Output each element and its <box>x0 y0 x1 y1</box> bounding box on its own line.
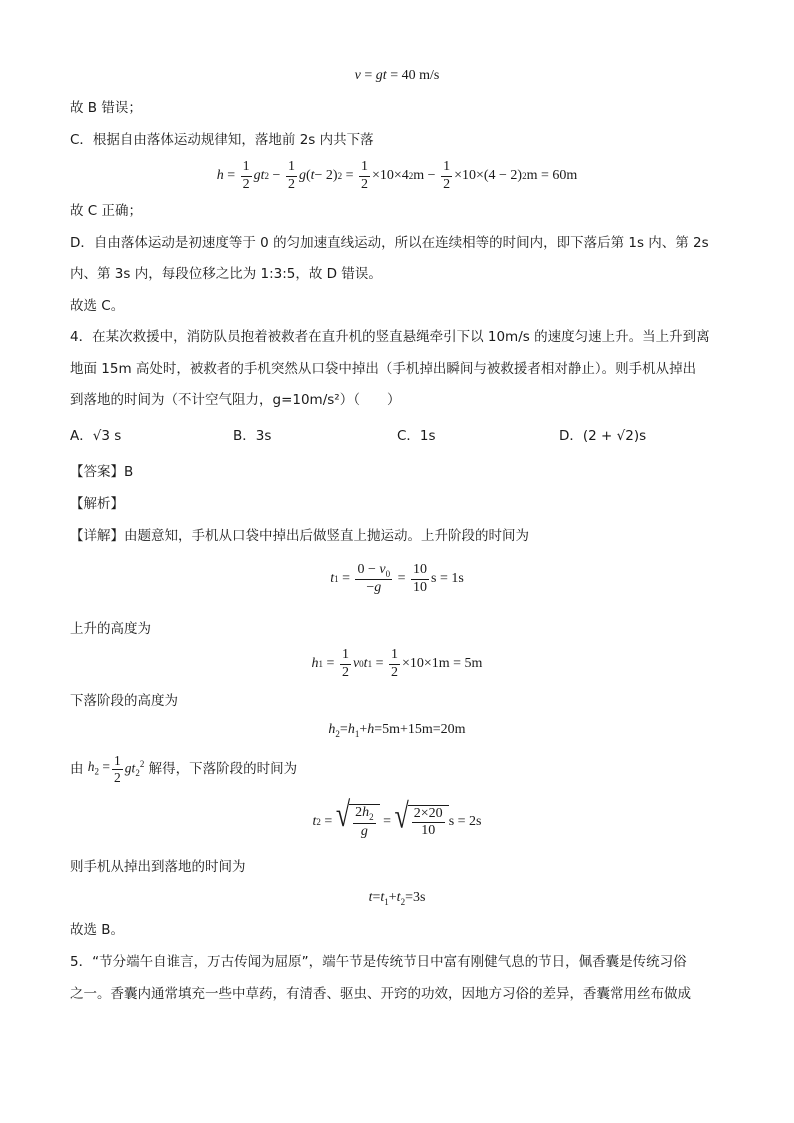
text-d-line1: D．自由落体运动是初速度等于 0 的匀加速直线运动，所以在连续相等的时间内，即下落后第 1s 内、第 2s <box>70 235 709 251</box>
question4-options <box>70 426 734 448</box>
text-solve-t2: 由 $h_2$ = $\frac{1}{2}$ $gt_2^2$ 解得，下落阶段的时间为 <box>70 752 298 785</box>
analysis-label: 【解析】 <box>70 496 124 512</box>
question5-line2: 之一。香囊内通常填充一些中草药，有清香、驱虫、开窍的功效，因地方习俗的差异，香囊常用丝布做成 <box>70 986 691 1002</box>
question4-line2: 地面 15m 高处时，被救者的手机突然从口袋中掉出（手机掉出瞬间与被救援者相对静止）。则手机从掉出 <box>70 361 697 377</box>
option-a: A．√3 s <box>70 428 122 444</box>
formula-t: $t=t_1+t_2=3s$ <box>368 890 426 907</box>
question5-line1: 5．“节分端午自谁言，万古传闻为屈原”，端午节是传统节日中富有刚健气息的节日，佩香囊是传统习俗 <box>70 954 687 970</box>
answer-label: 【答案】B <box>70 464 134 480</box>
detail-text: 【详解】由题意知，手机从口袋中掉出后做竖直上抛运动。上升阶段的时间为 <box>70 528 529 544</box>
formula-t2: t 2 = √ $\frac{2h_2}{g}$ = √ $\frac{2\times 20}{10}$ s = 2s <box>312 795 482 839</box>
text-c-right: 故 C 正确； <box>70 203 143 219</box>
option-c: C．1s <box>397 428 436 444</box>
option-d: D．(2 + √2)s <box>559 428 647 444</box>
formula-h1: h 1 = $\frac{1}{2}$ v 0 t 1 = $\frac{1}{2}$ ×10×1m = 5m <box>311 647 483 680</box>
text-rise-height: 上升的高度为 <box>70 621 151 637</box>
formula-t1: t 1 = $\frac{0 - v_0}{-g}$ = $\frac{10}{10}$ s = 1s <box>330 561 464 596</box>
question4-line1: 4．在某次救援中，消防队员抱着被救者在直升机的竖直悬绳牵引下以 10m/s 的速度匀速上升。当上升到离 <box>70 329 710 345</box>
formula-h: h = $\frac{1}{2}$ gt 2 − $\frac{1}{2}$ g ( t − 2) 2 = $\frac{1}{2}$ ×10×4 2 m − $\frac{1}{2}$ ×10×(4 − 2) 2 m = 60m <box>216 159 578 192</box>
text-choose-c: 故选 C。 <box>70 298 125 314</box>
formula-h2: $h_2=h_1+h=5m+15m=20m$ <box>328 722 466 739</box>
text-total-time: 则手机从掉出到落地的时间为 <box>70 859 246 875</box>
question4-line3: 到落地的时间为（不计空气阻力，g=10m/s²）（ ） <box>70 392 401 408</box>
text-b-wrong: 故 B 错误； <box>70 100 142 116</box>
text-fall-height: 下落阶段的高度为 <box>70 693 178 709</box>
formula-v: v = gt = 40 m/s <box>354 68 440 83</box>
text-c-statement: C．根据自由落体运动规律知，落地前 2s 内共下落 <box>70 132 374 148</box>
option-b: B．3s <box>233 428 272 444</box>
text-choose-b: 故选 B。 <box>70 922 125 938</box>
text-d-line2: 内、第 3s 内，每段位移之比为 1:3:5，故 D 错误。 <box>70 266 382 282</box>
